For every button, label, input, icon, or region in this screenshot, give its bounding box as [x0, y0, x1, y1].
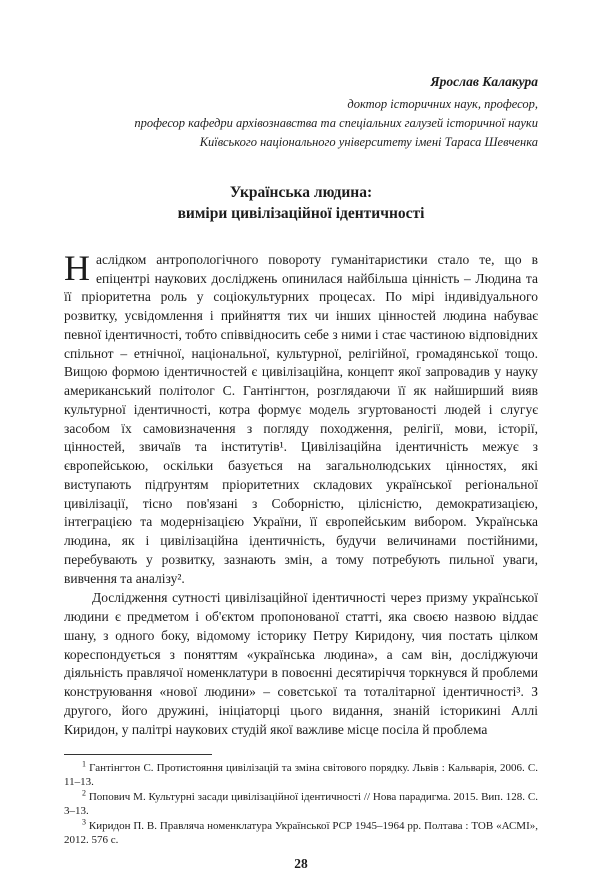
footnote-3	[64, 819, 538, 848]
body-paragraph-2: Дослідження сутності цивілізаційної ідентичності через призму української людини є предметом і об'єктом пропонованої статті, яка своєю назвою віддає шану, з одного боку, відомому історику Петру Киридону, чия постать цілком кореспондується з поняттям «українська людина», а сам він, досліджуючи діяльність правлячої номенклатури в повоєнні десятиріччя торкнувся й проблеми конструювання «нової людини» – совєтської та тоталітарної ідентичності³. З другого, його дружині, ініціаторці цього видання, знаній історикині Аллі Киридон, у палітрі наукових студій якої важливе місце посіла й проблема	[64, 590, 538, 737]
author-block	[64, 72, 538, 152]
paragraph-1-text: аслідком антропологічного повороту гуманітаристики стало те, що в епіцентрі наукових досліджень опинилася найбільша цінність – Людина та її пріоритетна роль у соціокультурних процесах. По мірі індивідуального розвитку, усвідомлення і прийняття тих чи інших цінностей людина набуває певної ідентичності, тобто співвідносить себе з ними і стає частиною відповідних спільнот – етнічної, національної, культурної, релігійної, громадянської тощо. Вищою формою ідентичностей є цивілізаційна, концепт якої запровадив у науку американський політолог С. Гантінгтон, розглядаючи її як найширший вияв культурної ідентичності, котра формує модель згуртованості людей і слугує засобом їх самовизначення з погляду походження, релігії, мови, історії, цінностей, звичаїв та інститутів¹. Цивілізаційна ідентичність межує з європейською, оскільки базується на загальнолюдських цінностях, які виступають підґрунтям пріоритетних складових української регіональної цивілізації, тісно пов'язані з Соборністю, цілісністю, демократизацією, інтеграцією та модернізацією України, її європейським вибором. Українська людина, як і цивілізаційна ідентичність, будучи величинами постійними, перебувають у розвитку, зазнають змін, а тому потребують пильної уваги, вивчення та аналізу².	[64, 251, 538, 586]
author-name: Ярослав Калакура	[430, 74, 538, 89]
footnote-1-text: Гантінгтон С. Протистояння цивілізацій та зміна світового порядку. Львів : Кальварія, 2006. С. 11–13.	[64, 761, 539, 789]
page-number: 28	[294, 856, 308, 871]
article-body	[64, 247, 538, 740]
footnote-2-marker: 2	[82, 788, 86, 798]
affiliation-line-1: доктор історичних наук, професор,	[347, 97, 538, 112]
footnotes-section	[64, 754, 538, 848]
footnote-1-marker: 1	[82, 759, 86, 769]
footnote-separator-rule	[64, 754, 212, 755]
page-title	[64, 182, 538, 225]
title-line-2: виміри цивілізаційної ідентичності	[177, 205, 425, 223]
footnote-3-marker: 3	[82, 817, 86, 827]
drop-cap: Н	[64, 247, 90, 288]
footnote-2-text: Попович М. Культурні засади цивілізаційної ідентичності // Нова парадигма. 2015. Вип. 128. С. 3–13.	[64, 790, 538, 818]
footnote-3-text: Киридон П. В. Правляча номенклатура Української РСР 1945–1964 рр. Полтава : ТОВ «АСМІ», 2012. 576 с.	[64, 819, 538, 847]
title-line-1: Українська людина:	[229, 183, 373, 201]
body-paragraph-1	[64, 247, 538, 589]
footnote-1	[64, 761, 538, 790]
affiliation-line-2: професор кафедри архівознавства та спеціальних галузей історичної науки	[134, 116, 538, 130]
affiliation-line-3: Київського національного університету імені Тараса Шевченка	[199, 134, 538, 149]
footnote-2	[64, 790, 538, 819]
